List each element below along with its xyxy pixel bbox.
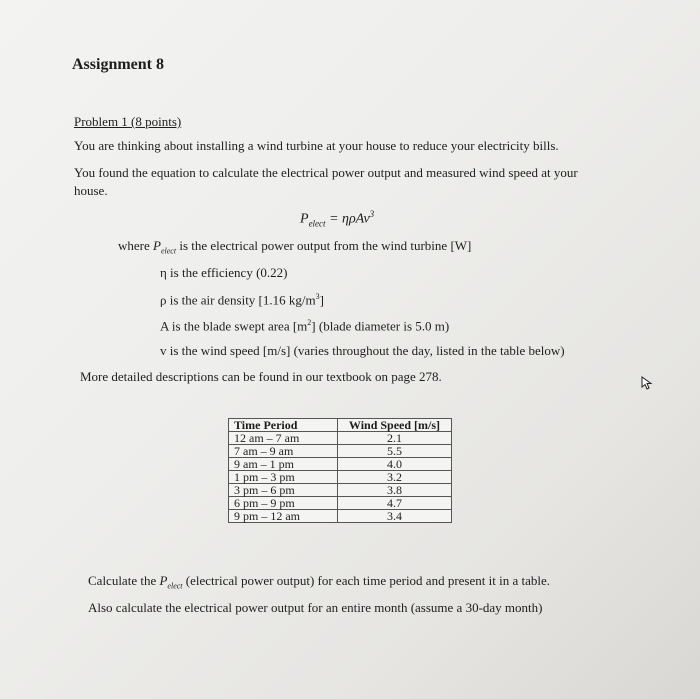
wind-speed-cell: 3.4 [338,510,452,523]
intro-line-3: house. [74,183,108,198]
wind-speed-cell: 3.2 [338,471,452,484]
definition-area: A is the blade swept area $[m^2]$ (blade diameter is 5.0 m) [160,318,450,334]
intro-line-2: You found the equation to calculate the electrical power output and measured wind speed at your [74,165,578,180]
time-period-cell: 3 pm – 6 pm [229,484,338,497]
definition-wind-speed: v is the wind speed [m/s] (varies throughout the day, listed in the table below) [160,343,565,358]
time-period-cell: 7 am – 9 am [229,445,338,458]
table-row [229,458,452,471]
time-period-cell: 12 am – 7 am [229,432,338,445]
table-row [229,484,452,497]
wind-speed-cell: 5.5 [338,445,452,458]
task-line-2: Also calculate the electrical power output for an entire month (assume a 30-day month) [88,600,543,615]
table-row [229,445,452,458]
mouse-pointer-icon [640,376,654,390]
problem-heading: Problem 1 (8 points) [74,114,182,129]
header-time-period: Time Period [229,419,338,432]
table-row [229,432,452,445]
table-row [229,497,452,510]
time-period-cell: 9 pm – 12 am [229,510,338,523]
power-equation: $P_{elect} = \eta\rho Av^3$ [300,209,375,229]
task-line-1: Calculate the $P_{elect}$ (electrical power output) for each time period and present it in a table. [88,573,550,591]
wind-speed-cell: 4.0 [338,458,452,471]
wind-speed-table [228,418,452,523]
table-header-row [229,419,452,432]
wind-speed-cell: 4.7 [338,497,452,510]
time-period-cell: 6 pm – 9 pm [229,497,338,510]
time-period-cell: 9 am – 1 pm [229,458,338,471]
textbook-note: More detailed descriptions can be found in our textbook on page 278. [80,369,442,384]
assignment-title: Assignment 8 [72,56,165,73]
wind-speed-cell: 2.1 [338,432,452,445]
definition-power: where $P_{elect}$ is the electrical power output from the wind turbine [W] [118,238,472,256]
table-row [229,510,452,523]
definition-density: ρ is the air density [1.16 $kg/m^3$] [160,292,324,308]
intro-line-1: You are thinking about installing a wind turbine at your house to reduce your electricity bills. [74,138,559,153]
definition-efficiency: η is the efficiency (0.22) [160,265,288,280]
time-period-cell: 1 pm – 3 pm [229,471,338,484]
header-wind-speed: Wind Speed [m/s] [338,419,452,432]
table-row [229,471,452,484]
wind-speed-cell: 3.8 [338,484,452,497]
